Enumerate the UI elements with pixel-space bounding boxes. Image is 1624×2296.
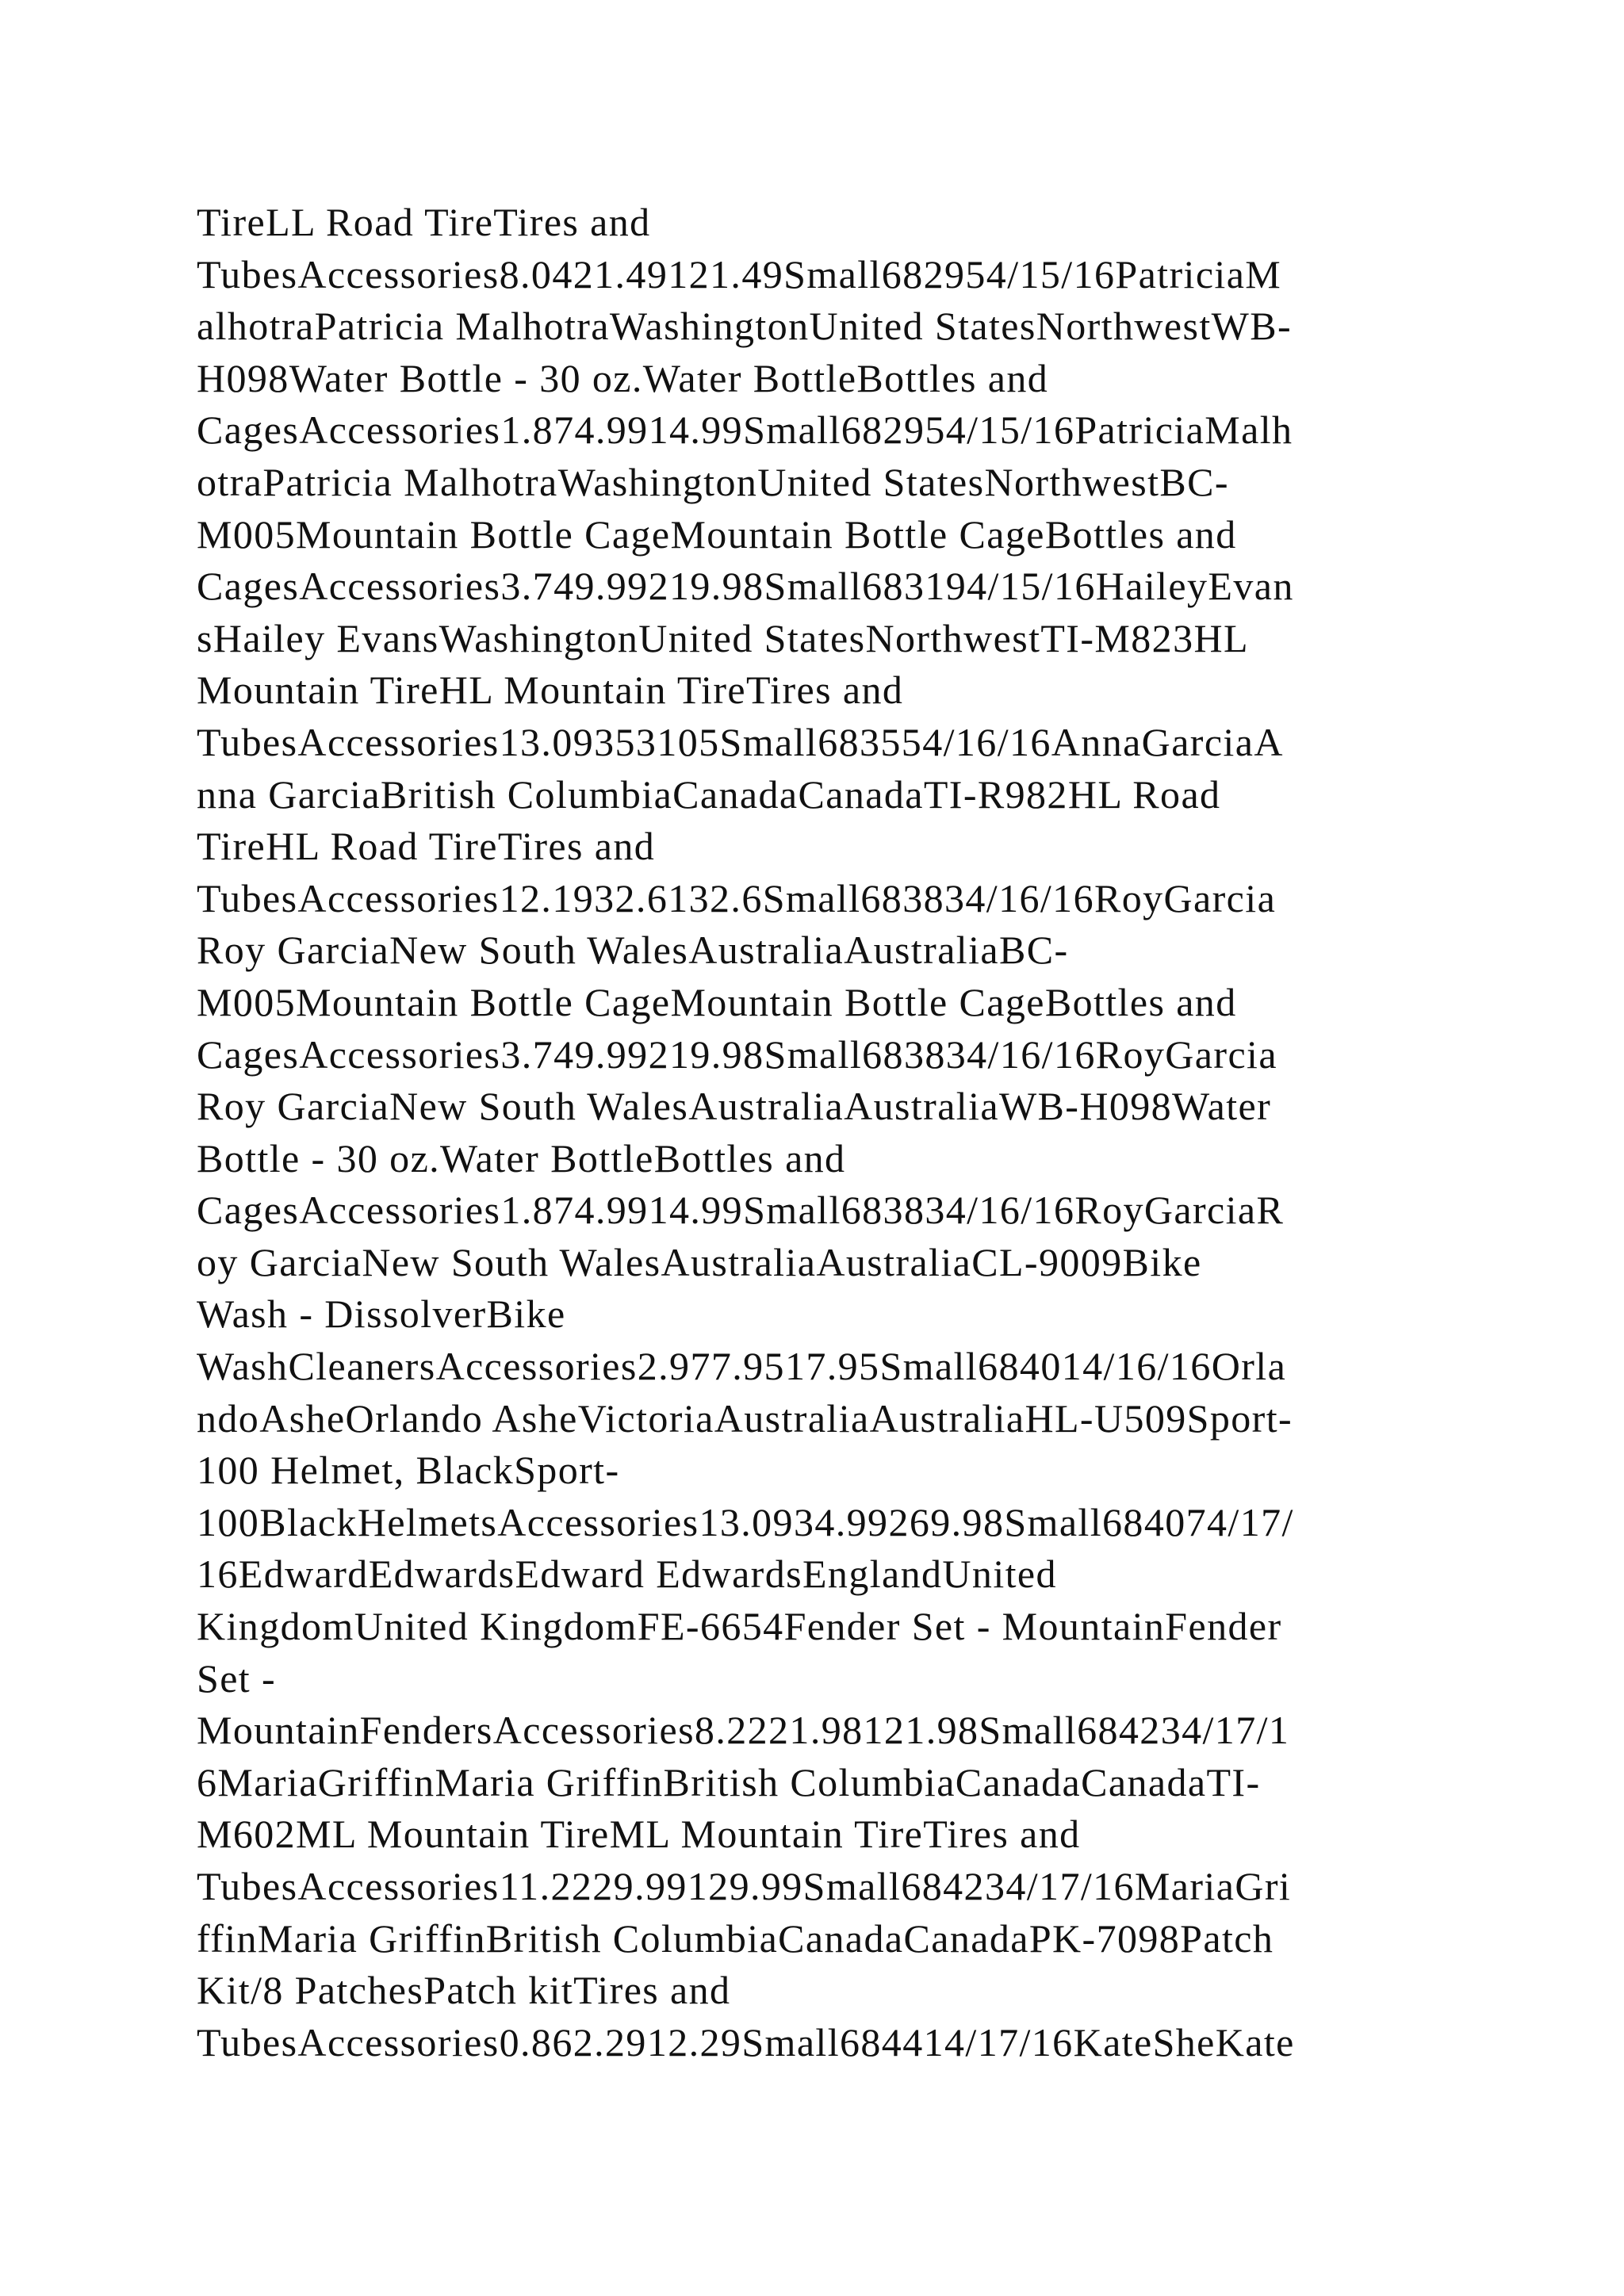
text-line: Wash - DissolverBike: [197, 1292, 566, 1337]
text-line: 100 Helmet, BlackSport-: [197, 1448, 620, 1493]
text-line: sHailey EvansWashingtonUnited StatesNorthwestTI-M823HL: [197, 615, 1249, 660]
text-line: Kit/8 PatchesPatch kitTires and: [197, 1968, 731, 2013]
text-line: TubesAccessories8.0421.49121.49Small682954/15/16PatriciaM: [197, 251, 1282, 297]
text-line: Bottle - 30 oz.Water BottleBottles and: [197, 1135, 846, 1181]
text-line: ndoAsheOrlando AsheVictoriaAustraliaAustraliaHL-U509Sport-: [197, 1395, 1293, 1441]
text-line: MountainFendersAccessories8.2221.98121.98Small684234/17/1: [197, 1708, 1290, 1753]
text-line: nna GarciaBritish ColumbiaCanadaCanadaTI-R982HL Road: [197, 771, 1221, 817]
text-line: CagesAccessories3.749.99219.98Small683834/16/16RoyGarcia: [197, 1031, 1277, 1077]
text-line: CagesAccessories3.749.99219.98Small683194/15/16HaileyEvan: [197, 564, 1294, 609]
text-line: Roy GarciaNew South WalesAustraliaAustraliaWB-H098Water: [197, 1084, 1272, 1129]
text-line: 16EdwardEdwardsEdward EdwardsEnglandUnited: [197, 1552, 1057, 1597]
text-line: M005Mountain Bottle CageMountain Bottle CageBottles and: [197, 511, 1237, 557]
document-body: [197, 197, 1465, 2068]
text-line: TubesAccessories11.2229.99129.99Small684234/17/16MariaGri: [197, 1864, 1292, 1908]
text-line: TireLL Road TireTires and: [197, 200, 651, 244]
text-line: WashCleanersAccessories2.977.9517.95Small684014/16/16Orla: [197, 1344, 1287, 1389]
text-line: Set -: [197, 1655, 277, 1701]
text-line: TubesAccessories0.862.2912.29Small684414/17/16KateSheKate: [197, 2019, 1295, 2064]
text-line: 100BlackHelmetsAccessories13.0934.99269.98Small684074/17/: [197, 1499, 1294, 1544]
text-line: TubesAccessories12.1932.6132.6Small683834/16/16RoyGarcia: [197, 875, 1277, 920]
text-line: ffinMaria GriffinBritish ColumbiaCanadaCanadaPK-7098Patch: [197, 1915, 1274, 1961]
text-line: otraPatricia MalhotraWashingtonUnited StatesNorthwestBC-: [197, 459, 1229, 504]
text-line: H098Water Bottle - 30 oz.Water BottleBottles and: [197, 355, 1049, 400]
text-line: Mountain TireHL Mountain TireTires and: [197, 668, 904, 713]
text-line: M005Mountain Bottle CageMountain Bottle CageBottles and: [197, 979, 1237, 1024]
text-line: Roy GarciaNew South WalesAustraliaAustraliaBC-: [197, 928, 1069, 973]
text-line: 6MariaGriffinMaria GriffinBritish ColumbiaCanadaCanadaTI-: [197, 1759, 1261, 1804]
text-line: CagesAccessories1.874.9914.99Small683834/16/16RoyGarciaR: [197, 1188, 1285, 1233]
text-line: TireHL Road TireTires and: [197, 824, 656, 869]
text-line: M602ML Mountain TireML Mountain TireTires and: [197, 1812, 1081, 1857]
text-line: CagesAccessories1.874.9914.99Small682954/15/16PatriciaMalh: [197, 408, 1293, 453]
text-line: oy GarciaNew South WalesAustraliaAustraliaCL-9009Bike: [197, 1239, 1202, 1284]
text-line: TubesAccessories13.09353105Small683554/16/16AnnaGarciaA: [197, 719, 1284, 764]
text-line: alhotraPatricia MalhotraWashingtonUnited StatesNorthwestWB-: [197, 304, 1293, 349]
text-line: KingdomUnited KingdomFE-6654Fender Set - MountainFender: [197, 1604, 1282, 1649]
